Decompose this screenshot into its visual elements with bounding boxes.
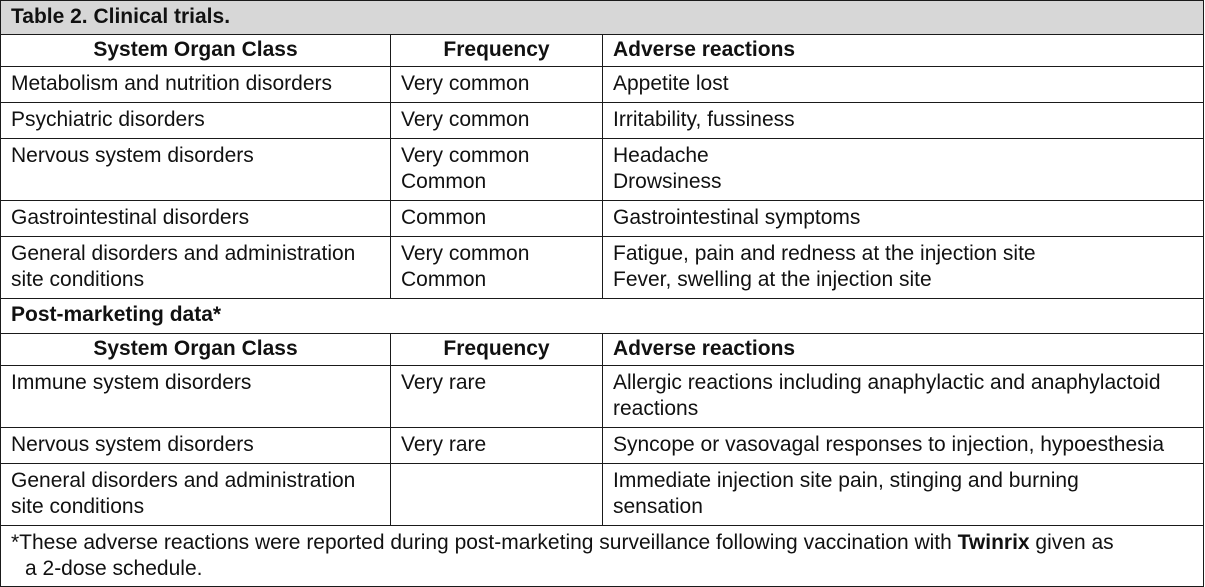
frequency-cell [391,428,603,464]
cell-line: Immune system disorders [11,371,252,394]
reactions-cell [603,67,1204,103]
cell-line: Common [401,268,487,291]
cell-line: Allergic reactions including anaphylactic and anaphylactoid [613,371,1161,394]
frequency-cell [391,464,603,526]
cell-line: Common [401,170,487,193]
frequency-cell [391,67,603,103]
soc-cell [1,139,391,201]
cell-line: Fatigue, pain and redness at the injection site [613,242,1036,265]
reactions-cell [603,428,1204,464]
footnote-line-1 [11,530,1193,556]
cell-line: site conditions [11,495,145,518]
table-row [1,428,1204,464]
footnote-product-name: Twinrix [957,531,1030,554]
footnote-text: *These adverse reactions were reported during post-marketing surveillance following vaccination with [11,531,958,554]
header-row [1,334,1204,366]
table-row [1,103,1204,139]
table-row [1,67,1204,103]
reactions-cell [603,139,1204,201]
frequency-cell [391,201,603,237]
cell-line: Very common [401,108,530,131]
header-soc: System Organ Class [1,35,391,67]
frequency-cell [391,103,603,139]
soc-cell [1,237,391,299]
header-frequency: Frequency [391,334,603,366]
footnote-text-after: given as [1029,531,1114,554]
cell-line: Very common [401,242,530,265]
header-soc: System Organ Class [1,334,391,366]
cell-line: Headache [613,144,709,167]
header-reactions: Adverse reactions [603,334,1204,366]
header-row [1,35,1204,67]
cell-line: Irritability, fussiness [613,108,795,131]
soc-cell [1,366,391,428]
footnote [1,526,1204,587]
reactions-cell [603,103,1204,139]
frequency-cell [391,237,603,299]
soc-cell [1,67,391,103]
table-row [1,464,1204,526]
cell-line: Gastrointestinal disorders [11,206,250,229]
cell-line: Psychiatric disorders [11,108,205,131]
reactions-cell [603,366,1204,428]
cell-line: Appetite lost [613,72,729,95]
table-title-row [1,1,1204,35]
cell-line: Very rare [401,371,487,394]
table-row [1,139,1204,201]
cell-line: Common [401,206,487,229]
frequency-cell [391,139,603,201]
cell-line: Metabolism and nutrition disorders [11,72,332,95]
post-marketing-label: Post-marketing data* [1,299,1204,334]
footnote-line-2: a 2-dose schedule. [25,557,203,580]
footnote-row [1,526,1204,587]
cell-line: site conditions [11,268,145,291]
cell-line: reactions [613,397,699,420]
cell-line: sensation [613,495,703,518]
cell-line: Fever, swelling at the injection site [613,268,932,291]
cell-line: Immediate injection site pain, stinging and burning [613,469,1079,492]
reactions-cell [603,464,1204,526]
cell-line: Nervous system disorders [11,144,254,167]
cell-line: Very common [401,144,530,167]
table-row [1,237,1204,299]
table-row [1,201,1204,237]
cell-line: General disorders and administration [11,469,356,492]
cell-line: Gastrointestinal symptoms [613,206,861,229]
table-title: Table 2. Clinical trials. [1,1,1204,35]
soc-cell [1,201,391,237]
cell-line: Nervous system disorders [11,433,254,456]
cell-line: Drowsiness [613,170,722,193]
soc-cell [1,428,391,464]
section-row [1,299,1204,334]
header-frequency: Frequency [391,35,603,67]
cell-line: Very common [401,72,530,95]
reactions-cell [603,237,1204,299]
reactions-cell [603,201,1204,237]
frequency-cell [391,366,603,428]
cell-line: Syncope or vasovagal responses to injection, hypoesthesia [613,433,1165,456]
table-row [1,366,1204,428]
cell-line: General disorders and administration [11,242,356,265]
soc-cell [1,103,391,139]
cell-line: Very rare [401,433,487,456]
header-reactions: Adverse reactions [603,35,1204,67]
soc-cell [1,464,391,526]
